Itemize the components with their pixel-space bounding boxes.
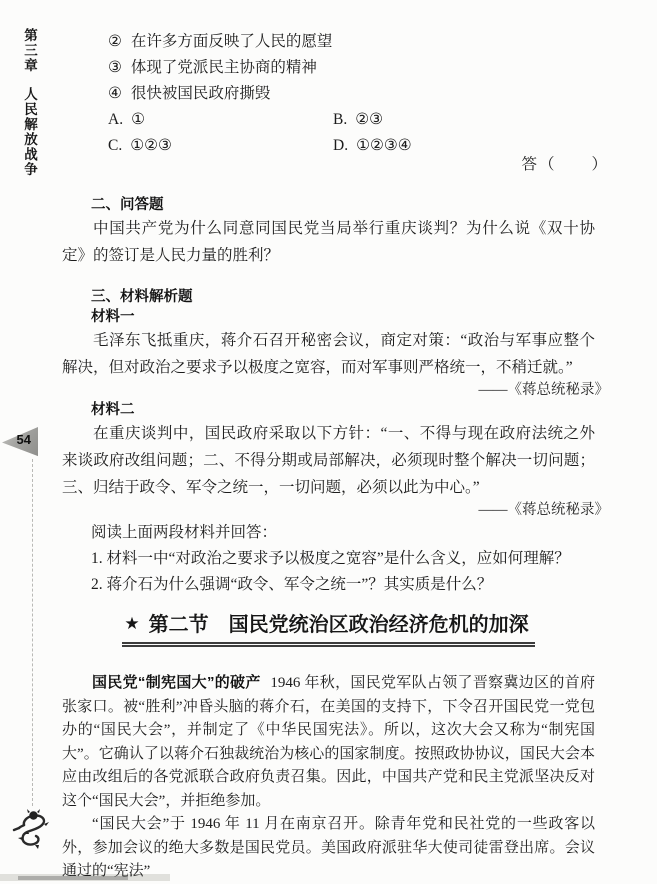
- lesson-paragraph-lead: 国民党“制宪国大”的破产: [92, 674, 261, 691]
- statement-item-3: [62, 55, 595, 81]
- section-heading-materials: 三、材料解析题: [91, 289, 193, 305]
- choice-letter: A.: [108, 111, 124, 128]
- page-number-badge: [2, 427, 38, 458]
- lesson-paragraph-body: 1946 年秋，国民党军队占领了晋察冀边区的首府张家口。被“胜利”冲昏头脑的蒋介石，在美国的支持下，下令召开国民党一党包办的“国民大会”，并制定了《中华民国宪法》。所以，这次大会又称为“制宪国大”。它确认了以蒋介石独裁统治为核心的国家制度。按照政协协议，国民大会本应由改组后的各党派联合政府负责召集。因此，中国共产党和民主党派坚决反对这个“国民大会”，并拒绝参加。: [62, 675, 595, 809]
- lesson-title-row: [62, 612, 595, 647]
- statement-text: 在许多方面反映了人民的愿望: [130, 33, 333, 50]
- section-heading-qa: 二、问答题: [91, 197, 164, 213]
- choice-value: ①: [131, 111, 145, 128]
- material-question-1: 1. 材料一中“对政治之要求予以极度之宽容”是什么含义，应如何理解？: [91, 550, 570, 567]
- page-content: [62, 0, 609, 884]
- chapter-number: 第三章: [22, 28, 37, 73]
- chapter-sidebar-label: [19, 28, 39, 177]
- chapter-title: 人民解放战争: [22, 87, 37, 177]
- choice-value: ①②③④: [356, 137, 412, 154]
- choice-c: [108, 133, 333, 159]
- statement-item-4: [62, 81, 595, 107]
- material-question-2: 2. 蒋介石为什么强调“政令、军令之统一”？其实质是什么？: [91, 576, 493, 593]
- choice-letter: C.: [108, 137, 123, 154]
- statement-text: 很快被国民政府撕毁: [130, 85, 271, 102]
- lesson-title: [122, 612, 534, 647]
- material1-text: 毛泽东飞抵重庆，蒋介石召开秘密会议，商定对策：“政治与军事应整个解决，但对政治之要求予以极度之宽容，而对军事则严格统一，不稍迁就。”: [62, 332, 595, 376]
- statement-number: ②: [108, 33, 122, 50]
- margin-dashed-line: [32, 459, 33, 806]
- page-number: 54: [16, 432, 31, 447]
- material1-label: 材料一: [91, 309, 135, 325]
- star-icon: ★: [124, 614, 140, 633]
- material2-label: 材料二: [91, 402, 135, 418]
- choice-letter: D.: [333, 137, 349, 154]
- lesson-title-text: 第二节 国民党统治区政治经济危机的加深: [148, 614, 529, 636]
- materials-instruction: 阅读上面两段材料并回答：: [91, 524, 278, 541]
- choice-a: [108, 107, 333, 133]
- statement-text: 体现了党派民主协商的精神: [130, 59, 317, 76]
- material2-text: 在重庆谈判中，国民政府采取以下方针：“一、不得与现在政府法统之外来谈政府改组问题；二、不得分期或局部解决，必须现时整个解决一切问题；三、归结于政令、军令之统一，一切问题，必须以此为中心。”: [62, 425, 595, 496]
- choice-value: ②③: [355, 111, 384, 128]
- statement-number: ④: [108, 85, 122, 102]
- material2-source: ——《蒋总统秘录》: [478, 502, 609, 518]
- statement-item-2: [62, 29, 595, 55]
- choice-value: ①②③: [130, 137, 172, 154]
- lesson-paragraph-1: [62, 671, 595, 813]
- statement-number: ③: [108, 59, 122, 76]
- answer-blank: 答（ ）: [521, 156, 609, 173]
- choice-letter: B.: [333, 111, 348, 128]
- choice-b: [333, 107, 595, 133]
- lesson-paragraph-2: “国民大会”于 1946 年 11 月在南京召开。除青年党和民社党的一些政客以外，参加会议的绝大多数是国民党员。美国政府派驻华大使司徒雷登出席。会议通过的“宪法”: [62, 816, 595, 879]
- choice-grid: [62, 107, 595, 159]
- qa-question-text: 中国共产党为什么同意同国民党当局举行重庆谈判？为什么说《双十协定》的签订是人民力量的胜利？: [62, 220, 595, 264]
- material1-source: ——《蒋总统秘录》: [478, 382, 609, 398]
- dragon-ornament-icon: [11, 807, 55, 853]
